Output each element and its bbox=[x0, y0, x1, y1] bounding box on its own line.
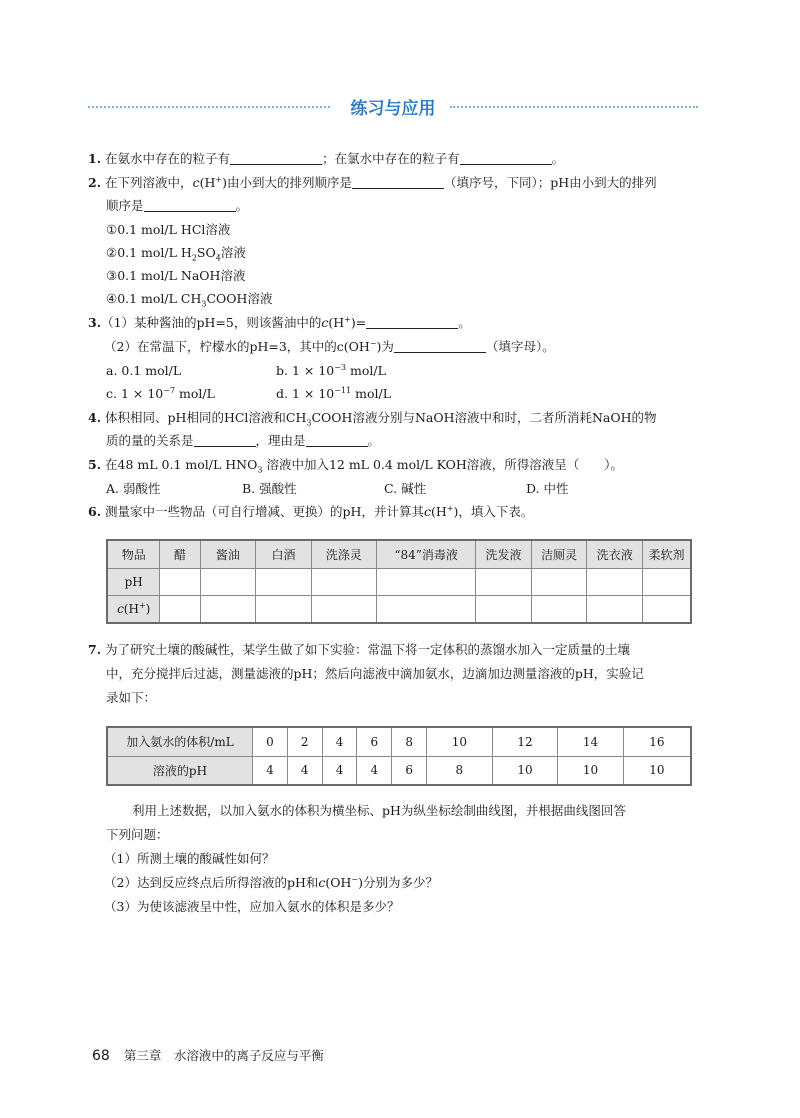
question-2: 2. 在下列溶液中，c(H+)由小到大的排列顺序是 （填序号，下同）；pH由小到大的排列 bbox=[88, 174, 657, 190]
answer-blank bbox=[306, 434, 368, 447]
table-cell: 2 bbox=[287, 727, 322, 756]
q7-paragraph: 利用上述数据，以加入氨水的体积为横坐标、pH为纵坐标绘制曲线图，并根据曲线图回答 bbox=[132, 803, 626, 818]
question-7-line-2: 中，充分搅拌后过滤，测量滤液的pH；然后向滤液中滴加氨水，边滴加边测量溶液的pH，实验记 bbox=[106, 666, 644, 681]
q3-option-d: d. $1 \times 10^{-11}$ mol/L bbox=[276, 385, 391, 401]
table-cell: 4 bbox=[322, 756, 357, 785]
question-4-cont: 质的量的关系是 ，理由是 。 bbox=[106, 433, 381, 448]
question-3-part-2: （2）在常温下，柠檬水的pH=3，其中的c(OH−)为 （填字母）。 bbox=[104, 338, 555, 354]
chapter-title: 第三章 水溶液中的离子反应与平衡 bbox=[123, 1048, 324, 1063]
question-7: 7. 为了研究土壤的酸碱性，某学生做了如下实验：常温下将一定体积的蒸馏水加入一定质量的土壤 bbox=[88, 642, 631, 657]
table-header-cell: 洗涤灵 bbox=[311, 540, 376, 568]
q3-option-a: a. 0.1 mol/L bbox=[106, 363, 182, 378]
table-cell: 0 bbox=[253, 727, 288, 756]
table-header-cell: 洗衣液 bbox=[587, 540, 643, 568]
row-label: pH bbox=[107, 568, 160, 595]
question-5: 5. 在48 mL 0.1 mol/L $HNO_3$ 溶液中加入12 mL 0.4 mol/L KOH溶液，所得溶液呈（ ）。 bbox=[88, 457, 624, 475]
table-header-cell: 物品 bbox=[107, 540, 160, 568]
table-cell: 8 bbox=[392, 727, 427, 756]
table-cell: 16 bbox=[623, 727, 691, 756]
table-header-cell: “84”消毒液 bbox=[377, 540, 476, 568]
table-header-cell: 酱油 bbox=[200, 540, 256, 568]
table-cell: 6 bbox=[357, 727, 392, 756]
table-row bbox=[107, 727, 691, 756]
question-1: 1. 在氨水中存在的粒子有 ；在氯水中存在的粒子有 。 bbox=[88, 151, 565, 166]
table-header-row bbox=[107, 540, 691, 568]
page-footer bbox=[92, 1046, 324, 1064]
q3-option-c: c. $1 \times 10^{-7}$ mol/L bbox=[106, 385, 215, 401]
table-cell: 10 bbox=[558, 756, 624, 785]
section-header bbox=[88, 92, 698, 122]
q5-option-d: D. 中性 bbox=[526, 481, 569, 496]
q7-subquestion-1: （1）所测土壤的酸碱性如何？ bbox=[104, 851, 275, 866]
dotted-rule-right bbox=[450, 106, 698, 108]
answer-blank bbox=[144, 199, 236, 212]
question-3: 3.（1）某种酱油的pH=5，则该酱油中的c(H+)= 。 bbox=[88, 314, 471, 330]
q5-option-a: A. 弱酸性 bbox=[106, 481, 161, 496]
section-title: 练习与应用 bbox=[350, 99, 436, 119]
q7-paragraph-cont: 下列问题： bbox=[106, 827, 169, 842]
answer-blank bbox=[394, 340, 486, 353]
q3-option-b: b. $1 \times 10^{-3}$ mol/L bbox=[276, 362, 386, 378]
row-label: c(H+) bbox=[107, 595, 160, 623]
table-row bbox=[107, 756, 691, 785]
answer-blank bbox=[230, 152, 322, 165]
table-cell: 10 bbox=[427, 727, 493, 756]
q2-option-3: ③0.1 mol/L NaOH溶液 bbox=[106, 268, 246, 283]
table-cell: 10 bbox=[623, 756, 691, 785]
page-number: 68 bbox=[92, 1048, 110, 1064]
ammonia-ph-table bbox=[106, 726, 692, 786]
answer-blank bbox=[194, 434, 256, 447]
table-cell: 4 bbox=[357, 756, 392, 785]
table-cell: 8 bbox=[427, 756, 493, 785]
question-6: 6. 测量家中一些物品（可自行增减、更换）的pH，并计算其c(H+)，填入下表。 bbox=[88, 503, 534, 519]
answer-blank bbox=[352, 176, 444, 189]
q7-subquestion-3: （3）为使该滤液呈中性，应加入氨水的体积是多少？ bbox=[104, 899, 400, 914]
question-4: 4. 体积相同、pH相同的HCl溶液和$CH_3COOH$溶液分别与NaOH溶液中和时，二者所消耗NaOH的物 bbox=[88, 410, 657, 428]
household-ph-table bbox=[106, 539, 692, 624]
table-header-cell: 柔软剂 bbox=[643, 540, 691, 568]
q2-option-2: ②0.1 mol/L $H_2SO_4$溶液 bbox=[106, 245, 246, 263]
q2-option-1: ①0.1 mol/L HCl溶液 bbox=[106, 222, 231, 237]
table-header-cell: 洁厕灵 bbox=[531, 540, 587, 568]
answer-blank bbox=[366, 316, 458, 329]
q5-option-b: B. 强酸性 bbox=[242, 481, 297, 496]
table-cell: 4 bbox=[322, 727, 357, 756]
table-cell: 4 bbox=[287, 756, 322, 785]
q2-option-4: ④0.1 mol/L $CH_3COOH$溶液 bbox=[106, 291, 273, 309]
table-header-cell: 洗发液 bbox=[476, 540, 532, 568]
row-label: 溶液的pH bbox=[107, 756, 253, 785]
q5-option-c: C. 碱性 bbox=[384, 481, 427, 496]
question-2-cont: 顺序是 。 bbox=[106, 198, 249, 213]
table-cell: 6 bbox=[392, 756, 427, 785]
table-cell: 12 bbox=[492, 727, 558, 756]
q7-subquestion-2: （2）达到反应终点后所得溶液的pH和c(OH−)分别为多少？ bbox=[104, 874, 439, 890]
question-7-line-3: 录如下： bbox=[106, 690, 157, 705]
row-label: 加入氨水的体积/mL bbox=[107, 727, 253, 756]
table-header-cell: 醋 bbox=[160, 540, 200, 568]
table-header-cell: 白酒 bbox=[256, 540, 312, 568]
table-row bbox=[107, 595, 691, 623]
table-cell: 10 bbox=[492, 756, 558, 785]
answer-blank bbox=[460, 152, 552, 165]
table-cell: 14 bbox=[558, 727, 624, 756]
table-cell: 4 bbox=[253, 756, 288, 785]
table-row bbox=[107, 568, 691, 595]
